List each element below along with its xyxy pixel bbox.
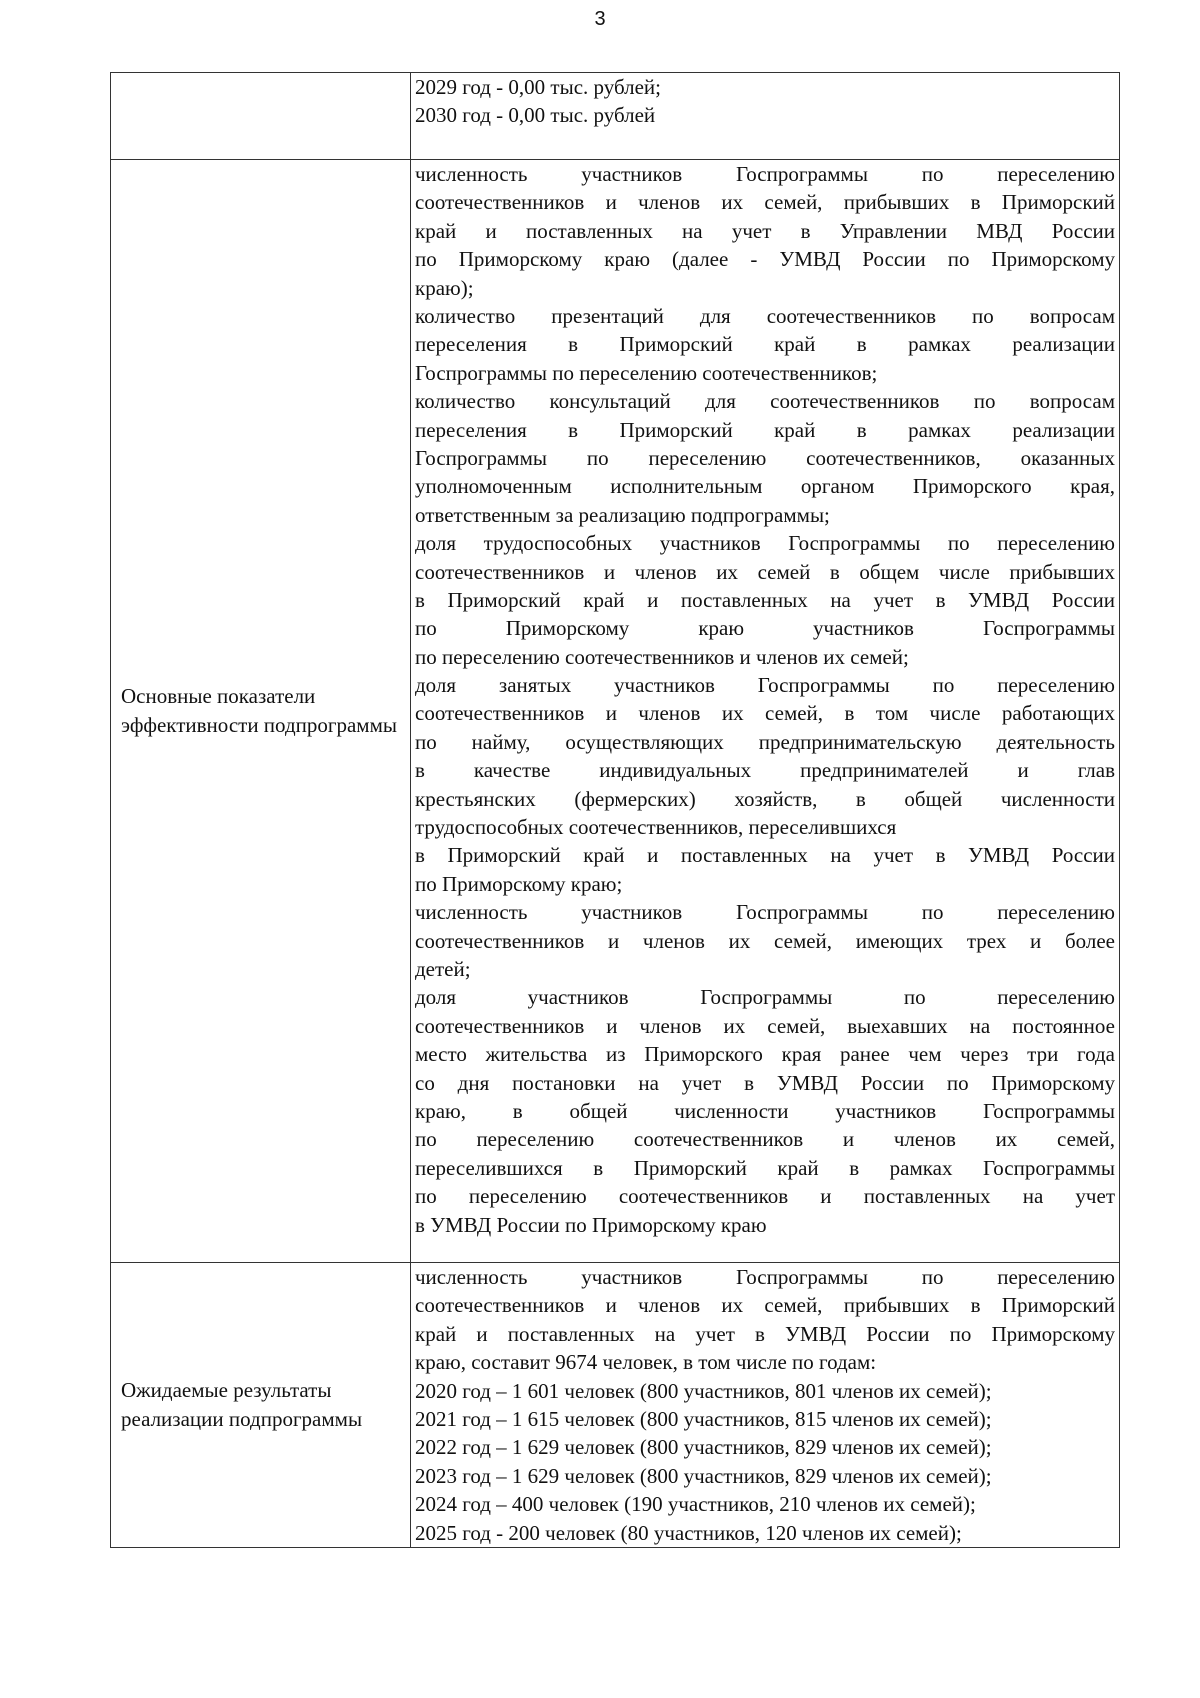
content-line: Госпрограммы по переселению соотечественников;	[415, 360, 878, 385]
row-content-cell	[411, 73, 1120, 160]
row-label-cell	[111, 1263, 411, 1548]
content-line: по Приморскому краю (далее - УМВД России по Приморскому	[415, 247, 1115, 272]
content-line: соотечественников и членов их семей, прибывших в Приморский	[415, 190, 1115, 215]
row-label-cell	[111, 73, 411, 160]
content-line: место жительства из Приморского края ранее чем через три года	[415, 1042, 1115, 1067]
content-line: в Приморский край и поставленных на учет в УМВД России	[415, 587, 1115, 612]
table-row	[111, 1263, 1120, 1548]
content-line: по найму, осуществляющих предпринимательскую деятельность	[415, 729, 1115, 754]
table-row	[111, 160, 1120, 1263]
content-line: численность участников Госпрограммы по переселению	[415, 900, 1115, 925]
content-line: соотечественников и членов их семей, имеющих трех и более	[415, 928, 1115, 953]
row-content-cell	[411, 1263, 1120, 1548]
subprogram-passport-table	[110, 72, 1120, 1548]
content-line: 2030 год - 0,00 тыс. рублей	[415, 103, 656, 128]
content-line: по переселению соотечественников и членов их семей,	[415, 1127, 1115, 1152]
row-label-cell	[111, 160, 411, 1263]
content-line: соотечественников и членов их семей, выехавших на постоянное	[415, 1013, 1115, 1038]
content-line: трудоспособных соотечественников, переселившихся	[415, 815, 897, 840]
content-line: 2024 год – 400 человек (190 участников, 210 членов их семей);	[415, 1492, 976, 1517]
content-line: доля участников Госпрограммы по переселению	[415, 985, 1115, 1010]
content-line: соотечественников и членов их семей, прибывших в Приморский	[415, 1293, 1115, 1318]
content-line: доля занятых участников Госпрограммы по переселению	[415, 673, 1115, 698]
content-line: уполномоченным исполнительным органом Приморского края,	[415, 474, 1115, 499]
content-line: 2025 год - 200 человек (80 участников, 120 членов их семей);	[415, 1520, 962, 1545]
content-line: в Приморский край и поставленных на учет в УМВД России	[415, 843, 1115, 868]
content-line: соотечественников и членов их семей, в том числе работающих	[415, 701, 1115, 726]
row-label: Основные показатели эффективности подпрограммы	[121, 684, 397, 737]
content-line: краю);	[415, 275, 474, 300]
row-label: Ожидаемые результаты реализации подпрограммы	[121, 1378, 363, 1431]
content-line: край и поставленных на учет в Управлении МВД России	[415, 218, 1115, 243]
content-line: переселившихся в Приморский край в рамках Госпрограммы	[415, 1155, 1115, 1180]
content-line: соотечественников и членов их семей в общем числе прибывших	[415, 559, 1115, 584]
content-line: по переселению соотечественников и поставленных на учет	[415, 1184, 1115, 1209]
content-line: крестьянских (фермерских) хозяйств, в общей численности	[415, 786, 1115, 811]
content-line: по переселению соотечественников и членов их семей;	[415, 644, 909, 669]
content-line: численность участников Госпрограммы по переселению	[415, 162, 1115, 186]
content-line: переселения в Приморский край в рамках реализации	[415, 417, 1115, 442]
content-line: 2022 год – 1 629 человек (800 участников, 829 членов их семей);	[415, 1435, 992, 1460]
content-line: 2020 год – 1 601 человек (800 участников, 801 членов их семей);	[415, 1378, 992, 1403]
content-line: со дня постановки на учет в УМВД России по Приморскому	[415, 1070, 1115, 1095]
content-line: доля трудоспособных участников Госпрограммы по переселению	[415, 531, 1115, 556]
content-line: детей;	[415, 957, 471, 982]
content-line: переселения в Приморский край в рамках реализации	[415, 332, 1115, 357]
content-line: 2023 год – 1 629 человек (800 участников, 829 членов их семей);	[415, 1463, 992, 1488]
table-row	[111, 73, 1120, 160]
content-line: численность участников Госпрограммы по переселению	[415, 1265, 1115, 1289]
content-line: 2021 год – 1 615 человек (800 участников, 815 членов их семей);	[415, 1406, 992, 1431]
content-line: по Приморскому краю участников Госпрограммы	[415, 616, 1115, 641]
content-line: 2029 год - 0,00 тыс. рублей;	[415, 75, 662, 99]
content-line: Госпрограммы по переселению соотечественников, оказанных	[415, 445, 1115, 470]
content-line: по Приморскому краю;	[415, 871, 623, 896]
content-line: ответственным за реализацию подпрограммы;	[415, 502, 830, 527]
content-line: количество презентаций для соотечественников по вопросам	[415, 303, 1115, 328]
content-line: в УМВД России по Приморскому краю	[415, 1212, 767, 1237]
content-line: краю, в общей численности участников Госпрограммы	[415, 1099, 1115, 1123]
page-number: 3	[594, 8, 606, 30]
content-line: количество консультаций для соотечественников по вопросам	[415, 389, 1115, 414]
content-line: краю, составит 9674 человек, в том числе по годам:	[415, 1350, 877, 1375]
row-content-cell	[411, 160, 1120, 1263]
content-line: в качестве индивидуальных предпринимателей и глав	[415, 758, 1115, 783]
content-line: край и поставленных на учет в УМВД России по Приморскому	[415, 1321, 1115, 1346]
